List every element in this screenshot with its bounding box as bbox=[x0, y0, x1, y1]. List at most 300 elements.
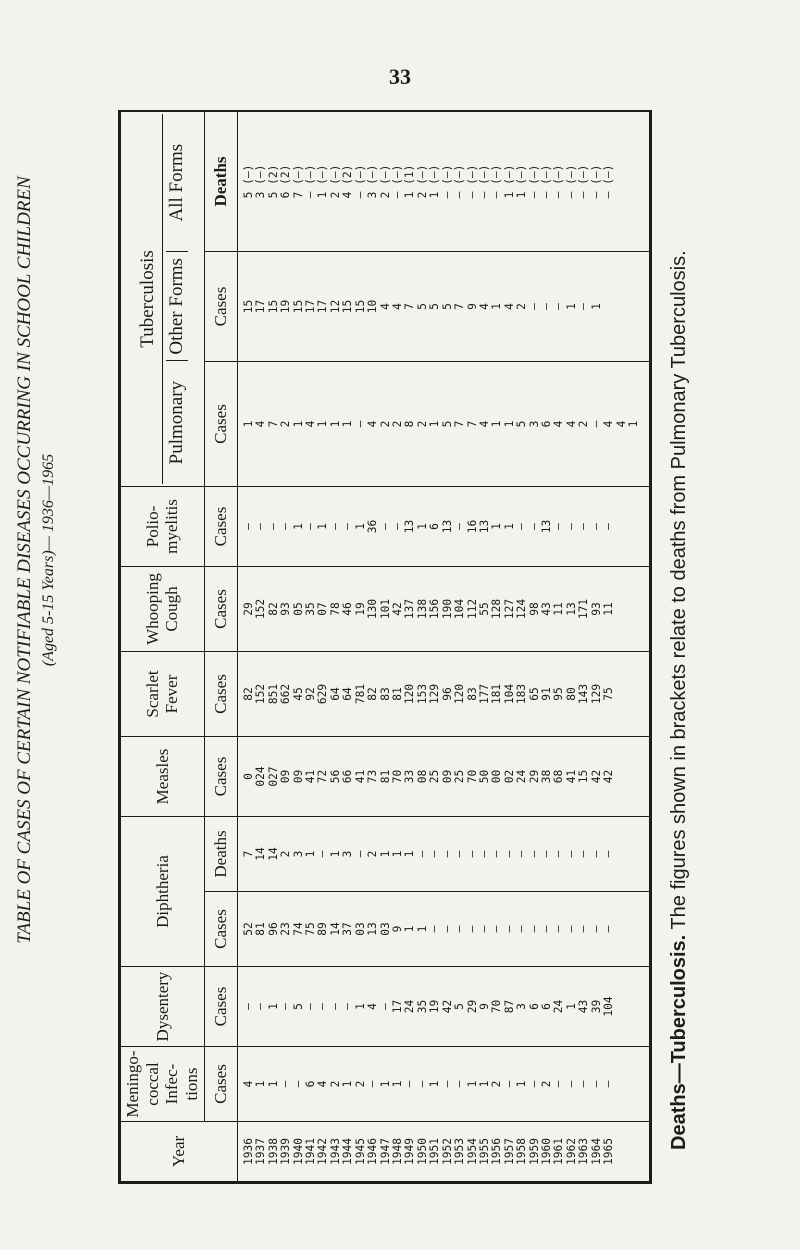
table-cell: 29 bbox=[241, 602, 255, 616]
table-cell: 83 bbox=[465, 687, 479, 701]
table-cell: 4 bbox=[316, 1080, 330, 1088]
table-cell: — (—) bbox=[564, 164, 578, 199]
table-cell: 1 bbox=[390, 1080, 404, 1088]
table-cell: 128 bbox=[490, 598, 504, 620]
table-cell: — bbox=[515, 523, 529, 530]
table-cell: 177 bbox=[477, 683, 491, 705]
table-cell: 78 bbox=[328, 602, 342, 616]
table-cell: 1 bbox=[328, 850, 342, 858]
table-cell: 75 bbox=[602, 687, 616, 701]
table-cell: 15 bbox=[341, 299, 355, 314]
table-cell: 1 (—) bbox=[515, 164, 529, 199]
table-cell: 1956 bbox=[490, 1138, 504, 1165]
table-cell: 96 bbox=[440, 687, 454, 701]
table-cell: 104 bbox=[453, 598, 467, 620]
table-cell: 24 bbox=[403, 999, 417, 1014]
table-cell: — bbox=[403, 1080, 417, 1088]
table-cell: 68 bbox=[552, 769, 566, 784]
table-cell: 2 (—) bbox=[378, 164, 392, 199]
table-cell: 9 bbox=[477, 1003, 491, 1010]
table-cell: 12 bbox=[328, 299, 342, 314]
table-cell: 2 bbox=[390, 420, 404, 428]
table-cell: 129 bbox=[589, 683, 603, 705]
header-pulmonary: Pulmonary bbox=[166, 360, 188, 484]
table-cell: — bbox=[589, 420, 603, 428]
table-cell: 3 bbox=[341, 850, 355, 858]
table-cell: 82 bbox=[241, 687, 255, 701]
table-cell: — bbox=[328, 1003, 342, 1010]
table-cell: 7 bbox=[241, 850, 255, 858]
table-cell: 66 bbox=[341, 769, 355, 784]
table-cell: 2 bbox=[328, 1080, 342, 1088]
diphtheria-deaths-column bbox=[237, 816, 649, 891]
table-cell: — bbox=[477, 850, 491, 858]
table-cell: — bbox=[589, 850, 603, 858]
table-cell: — bbox=[577, 1080, 591, 1088]
table-cell: — bbox=[328, 523, 342, 530]
table-cell: — bbox=[428, 925, 442, 933]
table-cell: 1950 bbox=[415, 1138, 429, 1165]
table-cell: — (—) bbox=[527, 164, 541, 199]
table-cell: — bbox=[440, 1080, 454, 1088]
table-cell: 1 bbox=[403, 925, 417, 933]
table-cell: 6 bbox=[527, 1003, 541, 1010]
table-cell: 1 bbox=[241, 420, 255, 428]
table-title-block bbox=[12, 0, 59, 1120]
header-year: Year bbox=[121, 1122, 238, 1182]
table-cell: 4 (2) bbox=[341, 164, 355, 199]
header-meningococcal: Meningo-coccal Infec-tions bbox=[121, 1047, 205, 1122]
table-cell: 1953 bbox=[453, 1138, 467, 1165]
table-cell: — bbox=[502, 850, 516, 858]
table-cell: — bbox=[279, 1003, 293, 1010]
table-cell: 15 bbox=[241, 299, 255, 314]
table-cell: 50 bbox=[477, 769, 491, 784]
table-cell: — (—) bbox=[490, 164, 504, 199]
table-cell: 45 bbox=[291, 687, 305, 701]
table-cell: 1 bbox=[304, 850, 318, 858]
subheader-polio-cases: Cases bbox=[204, 486, 237, 566]
table-cell: 1 bbox=[564, 303, 578, 310]
table-cell: 46 bbox=[341, 602, 355, 616]
table-cell: — bbox=[390, 523, 404, 530]
table-cell: 171 bbox=[577, 598, 591, 620]
table-cell: 5 bbox=[291, 1003, 305, 1010]
table-cell: 104 bbox=[602, 996, 616, 1017]
table-cell: 5 bbox=[428, 303, 442, 310]
table-cell: 1952 bbox=[440, 1138, 454, 1165]
table-cell: — bbox=[589, 523, 603, 530]
table-cell: — bbox=[440, 925, 454, 933]
table-cell: — (—) bbox=[589, 164, 603, 199]
table-cell: — bbox=[304, 1003, 318, 1010]
pulmonary-cases-column bbox=[237, 361, 649, 486]
table-cell: 5 bbox=[440, 303, 454, 310]
table-cell: 1 bbox=[428, 420, 442, 428]
table-cell: 1965 bbox=[602, 1138, 616, 1165]
table-cell: 127 bbox=[502, 598, 516, 620]
table-cell: 1 bbox=[341, 1080, 355, 1088]
table-cell: — (—) bbox=[390, 164, 404, 199]
table-cell: — bbox=[490, 850, 504, 858]
table-cell: — bbox=[564, 1080, 578, 1088]
table-cell: — bbox=[415, 1080, 429, 1088]
subheader-measles-cases: Cases bbox=[204, 736, 237, 816]
table-cell: — (—) bbox=[353, 164, 367, 199]
table-cell: 64 bbox=[341, 687, 355, 701]
measles-cases-column bbox=[237, 736, 649, 816]
table-cell: 120 bbox=[453, 683, 467, 705]
table-cell: 1 bbox=[403, 850, 417, 858]
table-cell: 41 bbox=[564, 769, 578, 784]
disease-table bbox=[120, 111, 650, 1182]
table-cell: 11 bbox=[552, 602, 566, 616]
table-cell: 1 bbox=[353, 1003, 367, 1010]
table-cell: — bbox=[316, 850, 330, 858]
table-cell: — bbox=[540, 925, 554, 933]
table-cell: 10 bbox=[366, 299, 380, 314]
table-cell: 1963 bbox=[577, 1138, 591, 1165]
table-cell: — bbox=[552, 523, 566, 530]
table-cell: — bbox=[602, 523, 616, 530]
table-cell: 5 (2) bbox=[266, 164, 280, 199]
table-cell: 16 bbox=[465, 519, 479, 534]
table-cell: 15 bbox=[577, 769, 591, 784]
table-cell: 1964 bbox=[589, 1138, 603, 1165]
table-cell: — bbox=[353, 850, 367, 858]
table-cell: 629 bbox=[316, 683, 330, 705]
table-cell: 1 bbox=[291, 420, 305, 428]
subheader-whooping-cases: Cases bbox=[204, 566, 237, 651]
table-cell: 1962 bbox=[564, 1138, 578, 1165]
table-cell: — bbox=[291, 1080, 305, 1088]
table-cell: — bbox=[602, 1080, 616, 1088]
table-cell: 1938 bbox=[266, 1138, 280, 1165]
footnote-text: The figures shown in brackets relate to deaths from Pulmonary Tuberculosis. bbox=[668, 250, 690, 935]
table-cell: — bbox=[552, 1080, 566, 1088]
table-cell: 35 bbox=[304, 602, 318, 616]
subheader-all-forms-deaths: Deaths bbox=[204, 111, 237, 251]
table-cell: — bbox=[515, 850, 529, 858]
table-cell: 027 bbox=[266, 766, 280, 787]
table-cell: 15 bbox=[291, 299, 305, 314]
header-all-forms: All Forms bbox=[165, 143, 187, 222]
table-cell: 120 bbox=[403, 683, 417, 705]
header-whooping-cough: Whooping Cough bbox=[121, 566, 205, 651]
table-cell: — bbox=[453, 523, 467, 530]
table-cell: 1 (—) bbox=[428, 164, 442, 199]
scarlet-cases-column bbox=[237, 651, 649, 736]
table-cell: — bbox=[527, 850, 541, 858]
table-cell: 13 bbox=[440, 519, 454, 534]
table-cell: 93 bbox=[279, 602, 293, 616]
table-cell: — (—) bbox=[602, 164, 616, 199]
table-cell: — bbox=[304, 523, 318, 530]
table-cell: 81 bbox=[378, 769, 392, 784]
table-cell: — bbox=[527, 1080, 541, 1088]
table-cell: 1941 bbox=[304, 1138, 318, 1165]
table-cell: 152 bbox=[254, 598, 268, 620]
table-cell: 1957 bbox=[502, 1138, 516, 1165]
table-cell: 5 bbox=[453, 1003, 467, 1010]
table-cell: 1 bbox=[266, 1003, 280, 1010]
table-cell: 37 bbox=[341, 922, 355, 936]
table-cell: — bbox=[490, 925, 504, 933]
table-cell: — bbox=[453, 1080, 467, 1088]
table-cell: 42 bbox=[589, 769, 603, 784]
table-cell: 1943 bbox=[328, 1138, 342, 1165]
table-cell: — bbox=[552, 850, 566, 858]
table-cell: — bbox=[465, 925, 479, 933]
table-cell: 70 bbox=[465, 769, 479, 784]
table-cell: 1 bbox=[502, 523, 516, 530]
table-cell: — bbox=[366, 1080, 380, 1088]
table-cell: 1945 bbox=[353, 1138, 367, 1165]
table-cell: 65 bbox=[527, 687, 541, 701]
table-cell: 19 bbox=[353, 602, 367, 616]
table-cell: 1961 bbox=[552, 1138, 566, 1165]
table-cell: 4 bbox=[614, 420, 628, 428]
table-cell: 91 bbox=[540, 687, 554, 701]
disease-table-rotated bbox=[120, 112, 650, 1182]
subheader-diphtheria-cases: Cases bbox=[204, 892, 237, 967]
table-cell: 3 (—) bbox=[254, 164, 268, 199]
table-cell: 13 bbox=[366, 922, 380, 936]
table-cell: 7 bbox=[266, 420, 280, 428]
table-cell: 3 bbox=[515, 1003, 529, 1010]
meningococcal-cases-column bbox=[237, 1047, 649, 1122]
table-cell: 138 bbox=[415, 598, 429, 620]
table-cell: 2 bbox=[366, 850, 380, 858]
disease-table-frame bbox=[118, 110, 652, 1184]
table-cell: 93 bbox=[589, 602, 603, 616]
table-cell: 39 bbox=[589, 999, 603, 1014]
table-cell: 1 bbox=[291, 523, 305, 530]
table-cell: — bbox=[540, 303, 554, 310]
year-column bbox=[237, 1122, 649, 1182]
table-cell: 1 bbox=[316, 420, 330, 428]
table-cell: 09 bbox=[279, 769, 293, 784]
table-cell: 36 bbox=[366, 519, 380, 534]
table-cell: 130 bbox=[366, 598, 380, 620]
table-cell: — bbox=[589, 925, 603, 933]
table-cell: 1 bbox=[328, 420, 342, 428]
subheader-dysentery-cases: Cases bbox=[204, 967, 237, 1047]
table-cell: — bbox=[279, 1080, 293, 1088]
table-cell: 96 bbox=[266, 922, 280, 936]
subheader-meningococcal-cases: Cases bbox=[204, 1047, 237, 1122]
table-cell: — (—) bbox=[540, 164, 554, 199]
table-cell: 55 bbox=[477, 602, 491, 616]
table-cell: 7 (—) bbox=[291, 164, 305, 199]
table-cell: 02 bbox=[502, 769, 516, 784]
table-cell: 1 bbox=[502, 420, 516, 428]
table-cell: 1 (—) bbox=[316, 164, 330, 199]
table-cell: 4 bbox=[390, 303, 404, 310]
table-cell: 4 bbox=[304, 420, 318, 428]
table-cell: 19 bbox=[279, 299, 293, 314]
table-cell: 7 bbox=[453, 420, 467, 428]
table-cell: 1 bbox=[477, 1080, 491, 1088]
table-cell: — bbox=[440, 850, 454, 858]
table-cell: 4 bbox=[477, 303, 491, 310]
table-subtitle: (Aged 5-15 Years)— 1936—1965 bbox=[39, 453, 57, 667]
table-cell: 1 bbox=[515, 1080, 529, 1088]
table-cell: 1936 bbox=[241, 1138, 255, 1165]
table-cell: — bbox=[577, 523, 591, 530]
table-cell: 6 (2) bbox=[279, 164, 293, 199]
table-cell: 1947 bbox=[378, 1138, 392, 1165]
table-cell: — bbox=[241, 523, 255, 530]
table-cell: 781 bbox=[353, 683, 367, 705]
table-cell: — bbox=[577, 925, 591, 933]
table-cell: 3 bbox=[527, 420, 541, 428]
table-cell: 153 bbox=[415, 683, 429, 705]
table-cell: — bbox=[415, 850, 429, 858]
table-cell: 14 bbox=[328, 922, 342, 936]
table-cell: 56 bbox=[328, 769, 342, 784]
table-cell: 2 bbox=[353, 1080, 367, 1088]
table-cell: — (—) bbox=[440, 164, 454, 199]
table-cell: 42 bbox=[390, 602, 404, 616]
table-cell: — (—) bbox=[577, 164, 591, 199]
table-cell: — bbox=[527, 523, 541, 530]
table-cell: 33 bbox=[403, 769, 417, 784]
table-cell: 1 bbox=[428, 1080, 442, 1088]
table-cell: 0 bbox=[241, 773, 255, 780]
header-tuberculosis bbox=[121, 111, 205, 486]
table-cell: 1949 bbox=[403, 1138, 417, 1165]
table-cell: 1 bbox=[378, 850, 392, 858]
table-cell: 9 bbox=[390, 925, 404, 933]
table-cell: 152 bbox=[254, 683, 268, 705]
table-cell: 6 bbox=[304, 1080, 318, 1088]
table-cell: 4 bbox=[602, 420, 616, 428]
table-cell: 1 bbox=[490, 303, 504, 310]
table-cell: 183 bbox=[515, 683, 529, 705]
table-cell: 7 bbox=[465, 420, 479, 428]
table-cell: 4 bbox=[477, 420, 491, 428]
table-cell: 1959 bbox=[527, 1138, 541, 1165]
table-cell: 4 bbox=[241, 1080, 255, 1088]
table-cell: 1 bbox=[353, 523, 367, 530]
header-dysentery: Dysentery bbox=[121, 967, 205, 1047]
table-cell: 82 bbox=[366, 687, 380, 701]
table-title: TABLE OF CASES OF CERTAIN NOTIFIABLE DISEASES OCCURRING IN SCHOOL CHILDREN bbox=[14, 176, 35, 944]
table-cell: 1955 bbox=[477, 1138, 491, 1165]
table-cell: 64 bbox=[328, 687, 342, 701]
table-cell: 1 bbox=[589, 303, 603, 310]
table-cell: 5 bbox=[415, 303, 429, 310]
table-cell: 1 bbox=[415, 523, 429, 530]
table-cell: 15 bbox=[353, 299, 367, 314]
table-cell: — bbox=[552, 303, 566, 310]
table-cell: 95 bbox=[552, 687, 566, 701]
table-cell: 14 bbox=[254, 847, 268, 861]
table-cell: — bbox=[527, 925, 541, 933]
table-cell: 03 bbox=[378, 922, 392, 936]
table-cell: 1942 bbox=[316, 1138, 330, 1165]
table-cell: 98 bbox=[527, 602, 541, 616]
table-cell: — (—) bbox=[453, 164, 467, 199]
table-cell: 7 bbox=[403, 303, 417, 310]
table-cell: — bbox=[552, 925, 566, 933]
table-cell: 41 bbox=[353, 769, 367, 784]
table-cell: 24 bbox=[552, 999, 566, 1014]
table-cell: 851 bbox=[266, 683, 280, 705]
table-cell: 1 bbox=[490, 420, 504, 428]
table-cell: 024 bbox=[254, 766, 268, 787]
table-cell: 4 bbox=[378, 303, 392, 310]
table-cell: 89 bbox=[316, 922, 330, 936]
table-cell: — (—) bbox=[477, 164, 491, 199]
table-cell: 190 bbox=[440, 598, 454, 620]
table-cell: 4 bbox=[366, 420, 380, 428]
table-cell: 181 bbox=[490, 683, 504, 705]
table-cell: 2 bbox=[415, 420, 429, 428]
table-cell: 81 bbox=[254, 922, 268, 936]
table-cell: — bbox=[341, 523, 355, 530]
table-cell: 101 bbox=[378, 598, 392, 620]
table-cell: 81 bbox=[390, 687, 404, 701]
table-cell: 1 bbox=[626, 420, 640, 428]
table-cell: — bbox=[577, 303, 591, 310]
table-cell: — bbox=[564, 523, 578, 530]
table-cell: 73 bbox=[366, 769, 380, 784]
table-cell: 42 bbox=[440, 999, 454, 1014]
table-cell: 23 bbox=[279, 922, 293, 936]
subheader-scarlet-cases: Cases bbox=[204, 651, 237, 736]
table-cell: 662 bbox=[279, 683, 293, 705]
table-cell: 1940 bbox=[291, 1138, 305, 1165]
table-cell: 87 bbox=[502, 999, 516, 1014]
table-cell: — bbox=[266, 523, 280, 530]
table-cell: — bbox=[602, 925, 616, 933]
header-scarlet-fever: Scarlet Fever bbox=[121, 651, 205, 736]
table-cell: — bbox=[502, 925, 516, 933]
table-cell: 08 bbox=[415, 769, 429, 784]
table-cell: 4 bbox=[502, 303, 516, 310]
table-cell: 1 bbox=[465, 1080, 479, 1088]
table-cell: 07 bbox=[316, 602, 330, 616]
table-cell: 82 bbox=[266, 602, 280, 616]
table-cell: — bbox=[502, 1080, 516, 1088]
table-cell: — bbox=[515, 925, 529, 933]
table-cell: 09 bbox=[440, 769, 454, 784]
table-cell: — bbox=[564, 850, 578, 858]
table-cell: 17 bbox=[316, 299, 330, 314]
table-cell: 2 bbox=[577, 420, 591, 428]
table-cell: 2 bbox=[490, 1080, 504, 1088]
table-cell: 29 bbox=[465, 999, 479, 1014]
table-cell: 1954 bbox=[465, 1138, 479, 1165]
table-cell: 6 bbox=[428, 523, 442, 530]
header-tuberculosis-label: Tuberculosis bbox=[137, 114, 163, 484]
table-cell: 13 bbox=[477, 519, 491, 534]
footnote bbox=[668, 50, 691, 1150]
table-cell: 09 bbox=[291, 769, 305, 784]
table-cell: 5 bbox=[515, 420, 529, 428]
table-cell: 104 bbox=[502, 683, 516, 705]
table-cell: 13 bbox=[564, 602, 578, 616]
table-cell: 2 bbox=[378, 420, 392, 428]
table-cell: 11 bbox=[602, 602, 616, 616]
table-cell: 80 bbox=[564, 687, 578, 701]
whooping-cases-column bbox=[237, 566, 649, 651]
table-cell: — bbox=[577, 850, 591, 858]
dysentery-cases-column bbox=[237, 967, 649, 1047]
polio-cases-column bbox=[237, 486, 649, 566]
